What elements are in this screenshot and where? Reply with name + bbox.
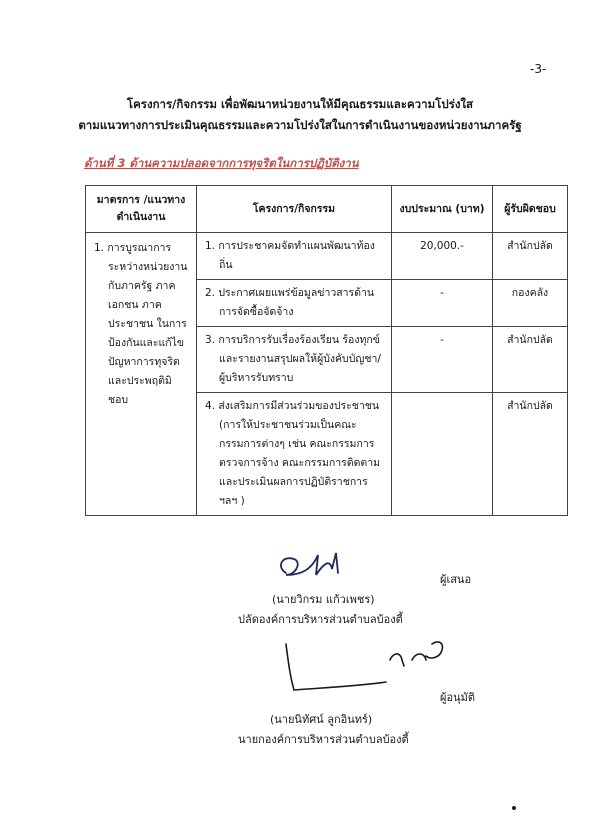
page-number: -3- (530, 62, 547, 76)
budget-cell (392, 393, 493, 516)
proposer-signature (272, 545, 352, 585)
measure-cell (86, 233, 197, 516)
project-text: 1. การประชาคมจัดทำแผนพัฒนาท้องถิ่น (205, 240, 375, 271)
proposer-role: ผู้เสนอ (440, 573, 472, 586)
owner-cell: กองคลัง (493, 280, 568, 327)
header-project: โครงการ/กิจกรรม (197, 186, 392, 233)
approver-name: (นายนิทัศน์ ลูกอินทร์) (270, 713, 373, 726)
header-measure: มาตรการ /แนวทางดำเนินงาน (86, 186, 197, 233)
approver-role: ผู้อนุมัติ (440, 691, 475, 704)
budget-cell: 20,000.- (392, 233, 493, 280)
measure-text: 1. การบูรณาการระหว่างหน่วยงานกับภาครัฐ ภาคเอกชน ภาคประชาชน ในการป้องกันและแก้ไขปัญหาการทุจริตและประพฤติมิชอบ (94, 242, 188, 406)
project-text: 2. ประกาศเผยแพร่ข้อมูลข่าวสารด้านการจัดซื้อจัดจ้าง (205, 287, 375, 318)
table-header-row (86, 186, 568, 233)
approver-signature (280, 630, 460, 700)
owner-cell: สำนักปลัด (493, 327, 568, 393)
project-table (85, 185, 568, 516)
project-cell (197, 327, 392, 393)
table-row (86, 233, 568, 280)
section-heading: ด้านที่ 3 ด้านความปลอดจากการทุจริตในการปฏิบัติงาน (84, 156, 359, 170)
owner-cell: สำนักปลัด (493, 393, 568, 516)
owner-cell: สำนักปลัด (493, 233, 568, 280)
document-title-line-2: ตามแนวทางการประเมินคุณธรรมและความโปร่งใสในการดำเนินงานของหน่วยงานภาครัฐ (78, 118, 522, 132)
speck (512, 806, 516, 810)
header-budget: งบประมาณ (บาท) (392, 186, 493, 233)
proposer-name: (นายวิกรม แก้วเพชร) (272, 593, 375, 606)
proposer-position: ปลัดองค์การบริหารส่วนตำบลบ้องตี้ (238, 613, 403, 626)
project-text: 4. ส่งเสริมการมีส่วนร่วมของประชาชน (การให้ประชาชนร่วมเป็นคณะกรรมการต่างๆ เช่น คณะกรรมการตรวจการจ้าง คณะกรรมการติดตามและประเมินผลการปฏิบัติราชการ ฯลฯ ) (205, 400, 381, 507)
project-cell (197, 233, 392, 280)
header-owner: ผู้รับผิดชอบ (493, 186, 568, 233)
document-title-line-1: โครงการ/กิจกรรม เพื่อพัฒนาหน่วยงานให้มีคุณธรรมและความโปร่งใส (126, 97, 474, 111)
budget-cell: - (392, 280, 493, 327)
budget-cell: - (392, 327, 493, 393)
project-cell (197, 393, 392, 516)
project-cell (197, 280, 392, 327)
project-text: 3. การบริการรับเรื่องร้องเรียน ร้องทุกข์ และรายงานสรุปผลให้ผู้บังคับบัญชา/ผู้บริหารรับทราบ (205, 334, 381, 384)
approver-position: นายกองค์การบริหารส่วนตำบลบ้องตี้ (238, 733, 409, 746)
